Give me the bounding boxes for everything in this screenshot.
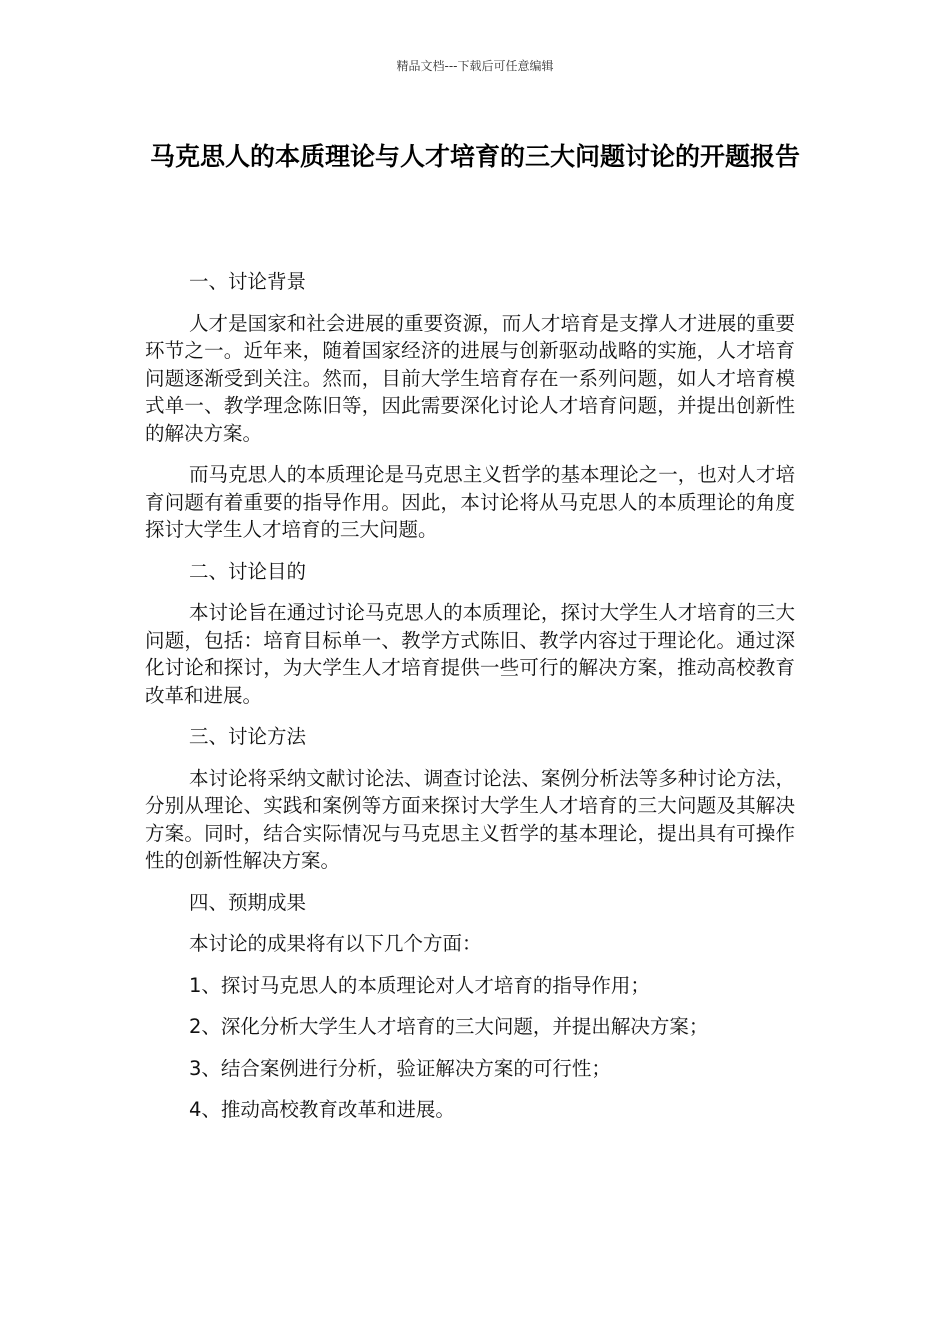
outcome-item-2: 2、深化分析大学生人才培育的三大问题，并提出解决方案；: [189, 1015, 709, 1038]
background-paragraph-1: 人才是国家和社会进展的重要资源，而人才培育是支撑人才进展的重要环节之一。近年来，随着国家经济的进展与创新驱动战略的实施，人才培育问题逐渐受到关注。然而，目前大学生培育存在一系列问题，如人才培育模式单一、教学理念陈旧等，因此需要深化讨论人才培育问题，并提出创新性的解决方案。: [145, 311, 795, 445]
section-heading-purpose: 二、讨论目的: [189, 559, 307, 583]
section-heading-background: 一、讨论背景: [189, 270, 307, 293]
purpose-paragraph: 本讨论旨在通过讨论马克思人的本质理论，探讨大学生人才培育的三大问题，包括：培育目标单一、教学方式陈旧、教学内容过于理论化。通过深化讨论和探讨，为大学生人才培育提供一些可行的解决方案，推动高校教育改革和进展。: [145, 601, 795, 707]
outcome-item-3: 3、结合案例进行分析，验证解决方案的可行性；: [189, 1056, 611, 1080]
document-body: [145, 268, 795, 1138]
outcome-item-1: 1、探讨马克思人的本质理论对人才培育的指导作用；: [189, 973, 650, 997]
document-title: 马克思人的本质理论与人才培育的三大问题讨论的开题报告: [149, 142, 800, 171]
background-paragraph-2: 而马克思人的本质理论是马克思主义哲学的基本理论之一，也对人才培育问题有着重要的指导作用。因此，本讨论将从马克思人的本质理论的角度探讨大学生人才培育的三大问题。: [145, 463, 795, 541]
header-note: 精品文档---下载后可任意编辑: [396, 59, 554, 73]
outcome-item-4: 4、推动高校教育改革和进展。: [189, 1098, 455, 1121]
method-paragraph: 本讨论将采纳文献讨论法、调查讨论法、案例分析法等多种讨论方法，分别从理论、实践和案例等方面来探讨大学生人才培育的三大问题及其解决方案。同时，结合实际情况与马克思主义哲学的基本理论，提出具有可操作性的创新性解决方案。: [145, 766, 795, 872]
section-heading-outcomes: 四、预期成果: [189, 890, 307, 914]
outcomes-intro: 本讨论的成果将有以下几个方面：: [189, 932, 482, 955]
section-heading-method: 三、讨论方法: [189, 725, 307, 748]
